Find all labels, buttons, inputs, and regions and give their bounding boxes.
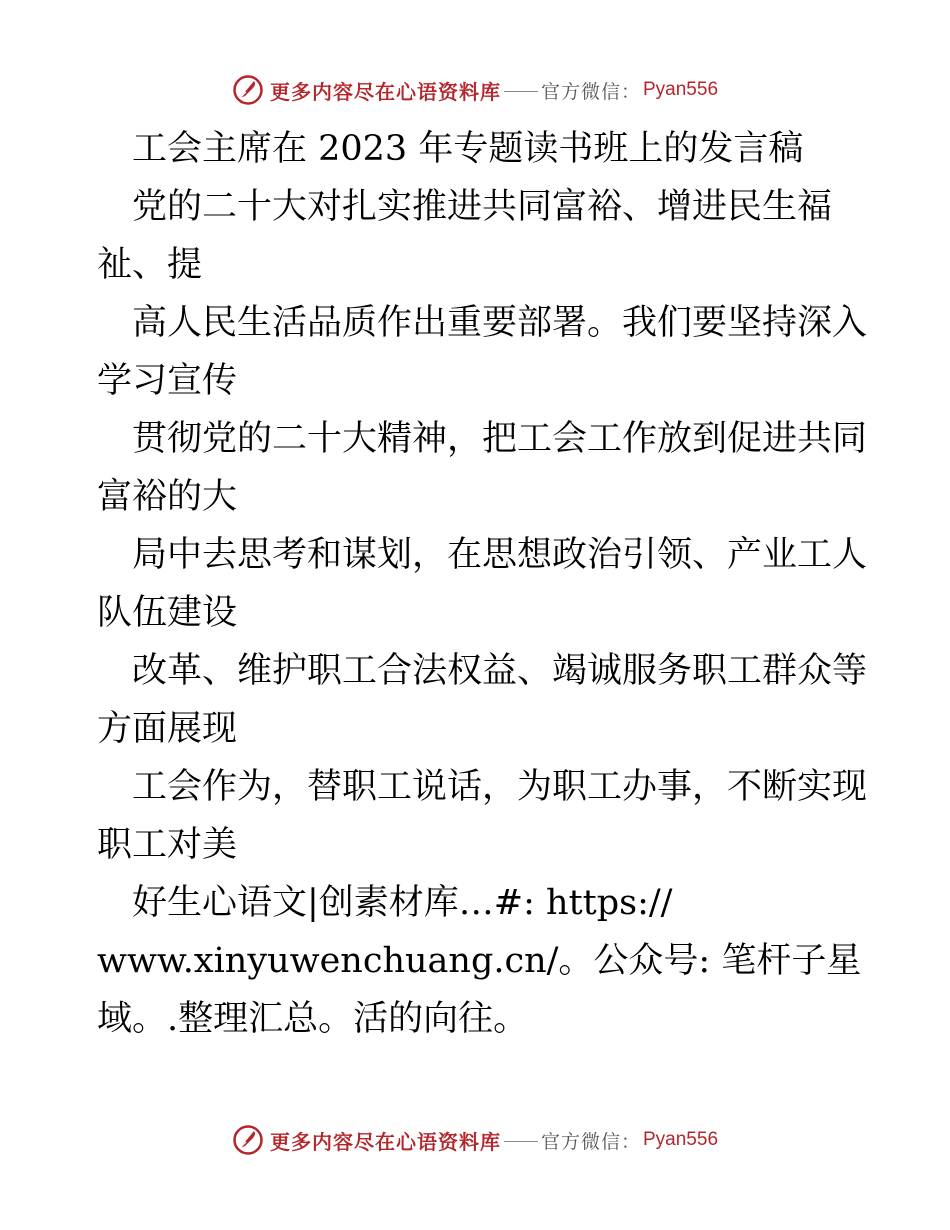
text-line: 党的二十大对扎实推进共同富裕、增进民生福: [97, 187, 833, 227]
text-line: www.xinyuwenchuang.cn/。公众号: 笔杆子星: [97, 941, 862, 981]
site-name: 更多内容尽在心语资料库: [269, 1129, 501, 1154]
quill-circle-logo-icon: [232, 1124, 264, 1156]
text-line: 域。.整理汇总。活的向往。: [97, 999, 529, 1039]
text-line: 好生心语文|创素材库…#: https://: [97, 883, 673, 923]
text-line: 祉、提: [97, 245, 203, 285]
wechat-id: Pyan556: [643, 79, 719, 100]
text-line: 工会作为，替职工说话，为职工办事，不断实现: [97, 767, 868, 807]
banner-divider: [504, 1141, 538, 1142]
wechat-id: Pyan556: [643, 1129, 719, 1150]
text-line: 方面展现: [97, 709, 238, 749]
text-line: 职工对美: [97, 825, 238, 865]
document-body: [97, 120, 867, 1048]
text-line: 富裕的大: [97, 477, 238, 517]
header-watermark-banner: [0, 70, 950, 110]
text-line: 学习宣传: [97, 361, 238, 401]
text-line: 改革、维护职工合法权益、竭诚服务职工群众等: [97, 651, 868, 691]
text-line: 局中去思考和谋划，在思想政治引领、产业工人: [97, 535, 868, 575]
text-line: 贯彻党的二十大精神，把工会工作放到促进共同: [97, 419, 868, 459]
quill-circle-logo-icon: [232, 74, 264, 106]
text-line: 工会主席在 2023 年专题读书班上的发言稿: [97, 129, 804, 169]
wechat-label: 官方微信：: [540, 80, 641, 103]
site-name: 更多内容尽在心语资料库: [269, 79, 501, 104]
banner-divider: [504, 91, 538, 92]
footer-watermark-banner: [0, 1120, 950, 1160]
wechat-label: 官方微信：: [540, 1130, 641, 1153]
text-line: 队伍建设: [97, 593, 238, 633]
text-line: 高人民生活品质作出重要部署。我们要坚持深入: [97, 303, 868, 343]
